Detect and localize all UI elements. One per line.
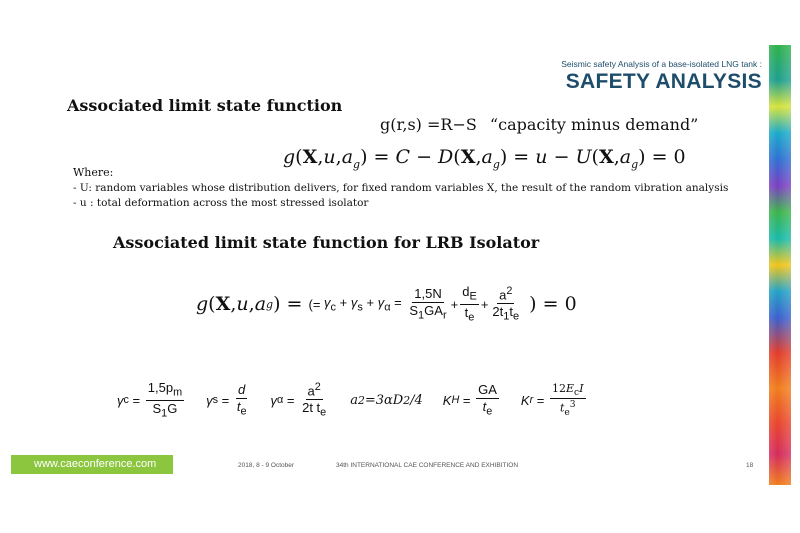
Kr-definition: K r = $\frac{12E_cI}{t_e^3}$ — [520, 382, 584, 419]
footer-website-link[interactable]: www.caeconference.com — [11, 455, 173, 474]
equation-capacity-demand — [380, 115, 698, 134]
KH-definition: K H = $\frac{GA}{t_e}$ — [442, 381, 497, 418]
header-subtitle: Seismic safety Analysis of a base-isolated LNG tank : — [561, 59, 762, 69]
where-label: Where: — [73, 166, 114, 179]
equation-lrb-limit-state: g ( X , u , a g ) = (= $\gamma_c + \gamma_s + \gamma_\alpha$ = $\frac{1,5N}{S_1GA_r}$ + $\frac{d_E}{t_e}$ + $\frac{a^2}{2t_1t_e}$ ) = 0 — [196, 284, 577, 324]
equation-quote: “capacity minus demand” — [489, 115, 699, 134]
gamma-alpha-definition: γ α = $\frac{a^2}{2t t_e}$ — [270, 380, 327, 419]
footer-date: 2018, 8 - 9 October — [238, 462, 295, 469]
gamma-s-definition: γ s = $\frac{d}{t_e}$ — [206, 381, 247, 418]
gamma-c-definition: γ c = $\frac{1,5p_m}{S_1G}$ — [117, 380, 183, 420]
definition-u: - u : total deformation across the most stressed isolator — [73, 197, 369, 209]
equation-g-rs: g(r,s) =R−S — [380, 115, 477, 134]
equation-limit-state-full: $g(X,u,a_g) = C - D(X,a_g) = u - U(X,a_g) = 0$ — [283, 146, 686, 171]
decorative-color-strip — [769, 45, 791, 485]
section-heading-limit-state: Associated limit state function — [67, 96, 343, 115]
parameter-definitions — [117, 380, 608, 420]
footer-page-number: 18 — [746, 462, 754, 469]
section-heading-lrb: Associated limit state function for LRB Isolator — [113, 233, 540, 252]
footer-conference-name: 34th INTERNATIONAL CAE CONFERENCE AND EXHIBITION — [336, 462, 519, 469]
a-squared-definition: a 2 =3αD 2 /4 — [350, 392, 423, 408]
header-title: SAFETY ANALYSIS — [565, 70, 762, 93]
definition-U: - U: random variables whose distribution delivers, for fixed random variables X, the result of the random vibration analysis — [73, 182, 729, 194]
